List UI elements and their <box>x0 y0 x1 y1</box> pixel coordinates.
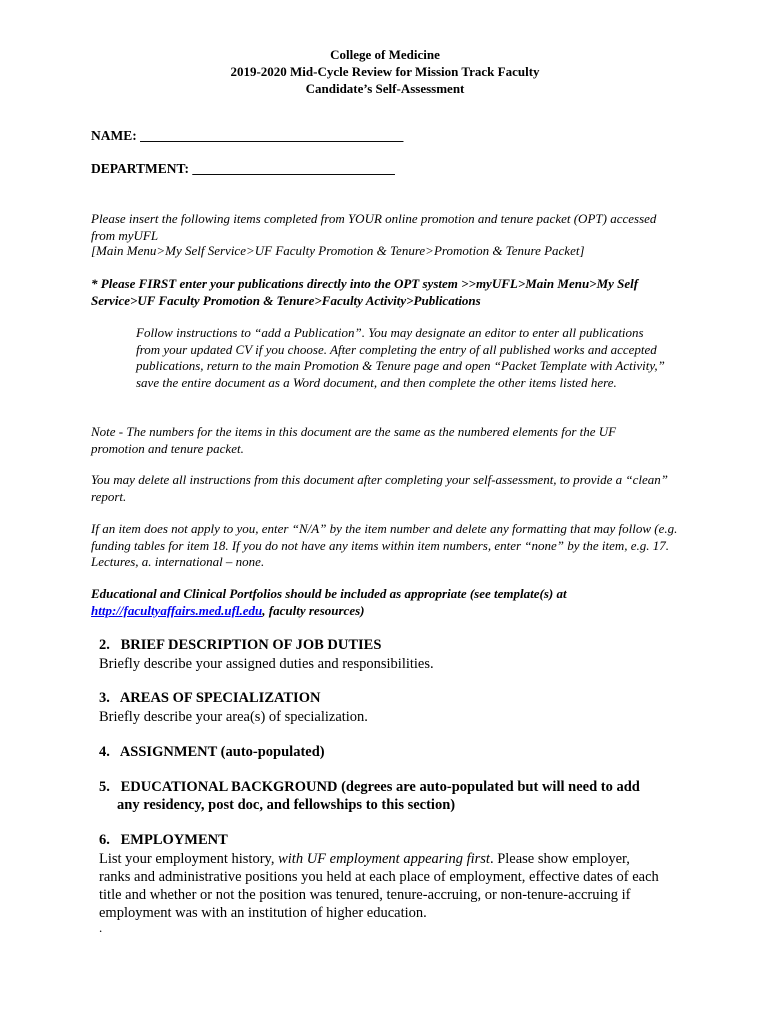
section-3-heading: AREAS OF SPECIALIZATION <box>119 690 321 706</box>
section-6-body <box>99 850 664 922</box>
department-label: DEPARTMENT: <box>91 161 190 176</box>
section-2-title <box>99 636 381 654</box>
department-field[interactable] <box>91 161 395 177</box>
header-review-title: 2019-2020 Mid-Cycle Review for Mission Track Faculty <box>230 64 540 79</box>
portfolio-instruction <box>91 586 661 619</box>
portfolio-suffix: , faculty resources) <box>262 602 365 618</box>
portfolio-prefix: Educational and Clinical Portfolios should be included as appropriate (see template(s) at <box>91 586 567 601</box>
section-6-heading: EMPLOYMENT <box>120 832 228 848</box>
note-instruction: Note - The numbers for the items in this document are the same as the numbered elements for the UF promotion and tenure packet. <box>91 424 617 456</box>
header-self-assessment: Candidate’s Self-Assessment <box>305 81 465 96</box>
section-5-heading-cont: any residency, post doc, and fellowships to this section) <box>117 797 456 813</box>
section-6-body-a: List your employment history, <box>99 851 279 867</box>
faculty-affairs-link[interactable]: http://facultyaffairs.med.ufl.edu <box>91 602 263 618</box>
document-header <box>0 46 770 97</box>
section-5-title <box>99 778 699 796</box>
section-5-number: 5. <box>99 779 110 795</box>
department-blank[interactable]: ______________________________ <box>192 161 395 176</box>
section-6-body-b: . Please show employer, ranks and administrative positions you held at each place of employment, effective dates of each title and whether or not the position was tenured, tenure-accruing, or non-tenure-accruing if employment was with an institution of higher education. <box>99 851 659 921</box>
section-2-heading: BRIEF DESCRIPTION OF JOB DUTIES <box>120 637 382 653</box>
section-4-heading: ASSIGNMENT (auto-populated) <box>119 744 325 760</box>
section-3-number: 3. <box>99 690 110 706</box>
section-4-title <box>99 743 325 761</box>
section-5-heading: EDUCATIONAL BACKGROUND (degrees are auto-populated but will need to add <box>120 779 640 795</box>
first-enter-instruction: * Please FIRST enter your publications directly into the OPT system >>myUFL>Main Menu>My Self Service>UF Faculty Promotion & Tenure>Faculty Activity>Publications <box>91 276 639 308</box>
delete-instruction: You may delete all instructions from this document after completing your self-assessment, to provide a “clean” report. <box>91 472 669 504</box>
name-label: NAME: <box>91 128 137 143</box>
section-4-number: 4. <box>99 744 110 760</box>
name-blank[interactable]: _______________________________________ <box>140 128 404 143</box>
name-field[interactable] <box>91 128 403 144</box>
insert-items-instruction: Please insert the following items completed from YOUR online promotion and tenure packet (OPT) accessed from myUFL <box>91 211 657 243</box>
section-2-body: Briefly describe your assigned duties and responsibilities. <box>99 656 434 672</box>
trailing-dot: . <box>99 920 103 935</box>
header-college: College of Medicine <box>330 47 440 62</box>
na-instruction: If an item does not apply to you, enter “N/A” by the item number and delete any formatting that may follow (e.g. funding tables for item 18. If you do not have any items within item numbers, enter “none” by the item, e.g. 17. Lectures, a. international – none. <box>91 521 678 569</box>
section-3-body: Briefly describe your area(s) of specialization. <box>99 709 368 725</box>
section-6-body-em: with UF employment appearing first <box>278 851 490 867</box>
section-6-title <box>99 831 228 849</box>
follow-instruction: Follow instructions to “add a Publication”. You may designate an editor to enter all publications from your updated CV if you choose. After completing the entry of all published works and accepted publications, return to the main Promotion & Tenure page and open “Packet Template with Activity,” save the entire document as a Word document, and then complete the other items listed here. <box>136 325 665 390</box>
section-2-number: 2. <box>99 637 110 653</box>
section-6-number: 6. <box>99 832 110 848</box>
section-3-title <box>99 689 320 707</box>
menu-path-instruction: [Main Menu>My Self Service>UF Faculty Promotion & Tenure>Promotion & Tenure Packet] <box>91 243 585 258</box>
